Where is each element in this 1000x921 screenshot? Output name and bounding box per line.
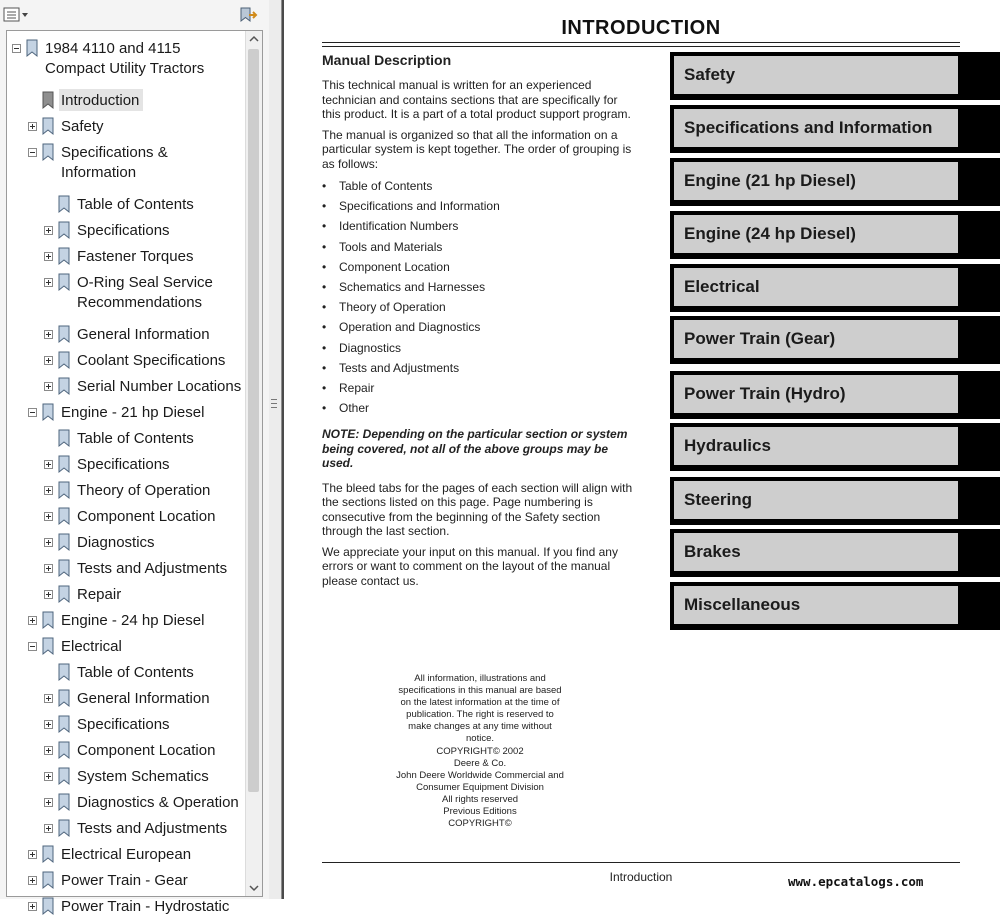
expand-bookmark-button[interactable] xyxy=(238,5,258,25)
bookmark-label: Safety xyxy=(61,118,104,135)
section-tab-face xyxy=(674,375,958,413)
bookmark-label: Engine - 21 hp Diesel xyxy=(61,404,205,421)
section-tab-face xyxy=(674,427,958,465)
legal-line: on the latest information at the time of xyxy=(400,697,560,709)
bookmark-item[interactable] xyxy=(7,453,247,479)
bookmark-icon xyxy=(58,429,70,447)
bookmark-label: Diagnostics & Operation xyxy=(77,794,239,811)
section-tab[interactable] xyxy=(670,52,1000,100)
section-tab[interactable] xyxy=(670,582,1000,630)
group-list-item: • Specifications and Information xyxy=(322,199,634,219)
bookmark-icon xyxy=(26,39,38,57)
group-list-item: • Tests and Adjustments xyxy=(322,361,634,381)
section-tab[interactable] xyxy=(670,316,1000,364)
section-tab-face xyxy=(674,109,958,147)
bookmark-icon xyxy=(58,793,70,811)
bookmark-item[interactable] xyxy=(7,193,247,219)
group-list-item: • Table of Contents xyxy=(322,179,634,199)
group-list-item: • Schematics and Harnesses xyxy=(322,280,634,300)
bookmark-label: Electrical European xyxy=(61,846,192,863)
expand-icon[interactable] xyxy=(28,850,37,859)
bookmark-item[interactable] xyxy=(7,427,247,453)
section-tab-label: Engine (21 hp Diesel) xyxy=(684,171,856,190)
legal-line: All rights reserved xyxy=(441,793,519,805)
collapse-icon[interactable] xyxy=(12,44,21,53)
bookmark-item[interactable] xyxy=(7,375,247,401)
section-tab[interactable] xyxy=(670,477,1000,525)
expand-icon[interactable] xyxy=(44,330,53,339)
bookmark-item[interactable] xyxy=(7,115,247,141)
bookmark-icon xyxy=(58,767,70,785)
bookmark-icon xyxy=(58,715,70,733)
bookmarks-toolbar xyxy=(0,0,269,30)
bookmark-label: Specifications & Information xyxy=(61,144,168,181)
bookmark-icon xyxy=(58,741,70,759)
expand-icon[interactable] xyxy=(44,486,53,495)
title-rule xyxy=(322,42,960,43)
legal-line: publication. The right is reserved to xyxy=(406,709,554,721)
bookmark-icon xyxy=(58,377,70,395)
page-title: INTRODUCTION xyxy=(561,17,721,39)
section-tab-label: Safety xyxy=(684,65,736,84)
expand-icon[interactable] xyxy=(44,824,53,833)
bookmark-item[interactable] xyxy=(7,401,247,427)
group-list-item: • Repair xyxy=(322,381,634,401)
bookmark-label: Specifications xyxy=(77,456,170,473)
group-list-item: • Tools and Materials xyxy=(322,240,634,260)
expand-icon[interactable] xyxy=(44,226,53,235)
bookmarks-tree xyxy=(6,30,263,915)
intro-paragraph: This technical manual is written for an experienced technician and contains sections that are specifically for this product. It is a part of a total product support program. xyxy=(322,78,631,121)
bookmark-label: General Information xyxy=(77,690,210,707)
group-list-item: • Operation and Diagnostics xyxy=(322,320,634,340)
bookmark-icon xyxy=(58,481,70,499)
feedback-paragraph: We appreciate your input on this manual. If you find any errors or want to comment on the layout of the manual please contact us. xyxy=(322,544,618,588)
bookmark-label: O-Ring Seal Service Recommendations xyxy=(77,274,213,311)
bookmark-item[interactable] xyxy=(7,661,247,687)
scroll-down-arrow[interactable] xyxy=(246,880,262,896)
bookmark-label: Theory of Operation xyxy=(77,482,211,499)
bookmark-item[interactable] xyxy=(7,245,247,271)
footer-rule xyxy=(322,862,960,863)
bookmark-label: Introduction xyxy=(59,89,143,111)
section-tab[interactable] xyxy=(670,158,1000,206)
bookmark-label: System Schematics xyxy=(77,768,209,785)
bookmark-item[interactable] xyxy=(7,37,247,83)
section-tab-label: Brakes xyxy=(684,542,741,561)
bookmark-item[interactable] xyxy=(7,609,247,635)
bookmark-item[interactable] xyxy=(7,895,247,921)
bookmark-label: Component Location xyxy=(77,508,216,525)
section-tab[interactable] xyxy=(670,371,1000,419)
bookmark-icon xyxy=(42,611,54,629)
bookmark-label: Specifications xyxy=(77,222,170,239)
bookmark-label: Power Train - Hydrostatic xyxy=(61,898,230,915)
bookmark-label: Electrical xyxy=(61,638,122,655)
expand-icon[interactable] xyxy=(44,512,53,521)
bookmark-item[interactable] xyxy=(7,505,247,531)
expand-icon[interactable] xyxy=(28,122,37,131)
group-list-item: • Diagnostics xyxy=(322,341,634,361)
legal-line: notice. xyxy=(466,733,494,745)
expand-icon[interactable] xyxy=(44,252,53,261)
bookmark-label: Fastener Torques xyxy=(77,248,194,265)
bookmark-item[interactable] xyxy=(7,323,247,349)
section-tab-face xyxy=(674,215,958,253)
bookmark-icon xyxy=(58,507,70,525)
expand-icon[interactable] xyxy=(44,694,53,703)
expand-icon[interactable] xyxy=(28,902,37,911)
bookmark-icon xyxy=(58,273,70,291)
section-tab[interactable] xyxy=(670,264,1000,312)
panel-splitter[interactable] xyxy=(269,0,282,899)
expand-icon[interactable] xyxy=(44,356,53,365)
bookmark-label: Repair xyxy=(77,586,122,603)
options-menu-button[interactable] xyxy=(3,5,29,25)
section-tab[interactable] xyxy=(670,529,1000,577)
bookmark-item[interactable] xyxy=(7,713,247,739)
expand-icon[interactable] xyxy=(44,278,53,287)
section-tab-face xyxy=(674,56,958,94)
legal-line: All information, illustrations and xyxy=(414,673,546,684)
bookmark-label: General Information xyxy=(77,326,210,343)
scrollbar-thumb[interactable] xyxy=(248,49,259,792)
section-tab-label: Steering xyxy=(684,490,753,509)
bookmark-item[interactable] xyxy=(7,635,247,661)
section-tab[interactable] xyxy=(670,211,1000,259)
bookmark-icon xyxy=(42,845,54,863)
splitter-grip-icon xyxy=(271,399,277,411)
page-edge xyxy=(282,0,284,899)
bookmark-icon xyxy=(42,143,54,161)
bookmark-label: Coolant Specifications xyxy=(77,352,226,369)
bookmark-icon xyxy=(58,195,70,213)
bookmark-item[interactable] xyxy=(7,531,247,557)
bookmark-icon xyxy=(58,559,70,577)
expand-icon[interactable] xyxy=(44,720,53,729)
manual-description xyxy=(322,52,634,594)
options-menu-icon xyxy=(3,7,29,23)
bookmark-label: Table of Contents xyxy=(77,196,194,213)
legal-line: Consumer Equipment Division xyxy=(416,781,544,793)
bookmark-icon xyxy=(58,325,70,343)
section-tabs xyxy=(670,52,1000,632)
bookmark-item[interactable] xyxy=(7,479,247,505)
section-tab-face xyxy=(674,481,958,519)
section-tab-label: Miscellaneous xyxy=(684,595,801,614)
bookmark-icon xyxy=(58,819,70,837)
expand-bookmark-icon xyxy=(239,6,257,24)
section-tab-label: Hydraulics xyxy=(684,436,771,455)
section-tab-face xyxy=(674,320,958,358)
legal-line: COPYRIGHT© xyxy=(448,818,512,830)
bookmarks-panel xyxy=(0,0,270,915)
expand-icon[interactable] xyxy=(28,876,37,885)
group-list-item: • Identification Numbers xyxy=(322,219,634,239)
collapse-icon[interactable] xyxy=(28,642,37,651)
group-list-item: • Other xyxy=(322,401,634,421)
bookmark-label: Tests and Adjustments xyxy=(77,820,228,837)
expand-icon[interactable] xyxy=(44,772,53,781)
bookmark-item[interactable] xyxy=(7,739,247,765)
section-tab[interactable] xyxy=(670,105,1000,153)
bookmark-icon xyxy=(58,533,70,551)
bookmark-icon xyxy=(58,455,70,473)
scroll-up-arrow[interactable] xyxy=(246,31,262,47)
section-tab[interactable] xyxy=(670,423,1000,471)
expand-icon[interactable] xyxy=(44,590,53,599)
bookmark-icon xyxy=(42,897,54,915)
section-heading: Manual Description xyxy=(322,52,452,68)
legal-line: John Deere Worldwide Commercial and xyxy=(396,769,564,781)
bookmark-label: Diagnostics xyxy=(77,534,155,551)
group-list-item: • Component Location xyxy=(322,260,634,280)
bookmark-item[interactable] xyxy=(7,141,247,187)
legal-line: Deere & Co. xyxy=(453,757,507,769)
bookmark-item[interactable] xyxy=(7,791,247,817)
bookmark-item[interactable] xyxy=(7,817,247,843)
legal-line: COPYRIGHT© 2002 xyxy=(436,745,524,757)
legal-line: make changes at any time without xyxy=(408,721,552,733)
bookmark-item[interactable] xyxy=(7,687,247,713)
bookmark-label: Component Location xyxy=(77,742,216,759)
group-list-item: • Theory of Operation xyxy=(322,300,634,320)
section-tab-label: Specifications and Information xyxy=(684,118,933,137)
bookmark-icon xyxy=(58,351,70,369)
section-tab-face xyxy=(674,162,958,200)
bookmark-icon xyxy=(58,585,70,603)
legal-line: specifications in this manual are based xyxy=(398,685,562,697)
expand-icon[interactable] xyxy=(28,616,37,625)
expand-icon[interactable] xyxy=(44,798,53,807)
expand-icon[interactable] xyxy=(44,538,53,547)
section-tab-label: Power Train (Gear) xyxy=(684,329,836,348)
bookmark-icon xyxy=(58,221,70,239)
collapse-icon[interactable] xyxy=(28,408,37,417)
expand-icon[interactable] xyxy=(44,746,53,755)
bookmark-item[interactable] xyxy=(7,843,247,869)
title-rule xyxy=(322,46,960,47)
watermark: www.epcatalogs.com xyxy=(788,874,924,889)
bookmark-label: Serial Number Locations xyxy=(77,378,242,395)
legal-line: Previous Editions xyxy=(443,806,517,818)
bookmark-icon xyxy=(58,247,70,265)
bookmark-label: Specifications xyxy=(77,716,170,733)
expand-icon[interactable] xyxy=(44,382,53,391)
bookmark-label: Engine - 24 hp Diesel xyxy=(61,612,205,629)
group-list xyxy=(322,179,634,421)
bookmark-item[interactable] xyxy=(7,869,247,895)
bookmark-item[interactable] xyxy=(7,765,247,791)
bookmark-icon xyxy=(42,871,54,889)
expand-icon[interactable] xyxy=(44,564,53,573)
vertical-scrollbar[interactable] xyxy=(245,31,262,896)
section-tab-label: Electrical xyxy=(684,277,760,296)
bleed-tabs-paragraph: The bleed tabs for the pages of each section will align with the sections listed on this page. Page numbering is consecutive from the beginning of the Safety section through the last section. xyxy=(322,480,633,539)
bookmark-icon xyxy=(58,689,70,707)
section-tab-face xyxy=(674,533,958,571)
collapse-icon[interactable] xyxy=(28,148,37,157)
bookmark-label: Table of Contents xyxy=(77,430,194,447)
bookmark-icon xyxy=(42,91,54,109)
bookmark-item[interactable] xyxy=(7,89,247,115)
bookmark-icon xyxy=(42,403,54,421)
bookmark-icon xyxy=(42,117,54,135)
bookmark-label: 1984 4110 and 4115 Compact Utility Tractors xyxy=(45,40,205,77)
bookmark-label: Table of Contents xyxy=(77,664,194,681)
section-tab-label: Engine (24 hp Diesel) xyxy=(684,224,856,243)
bookmark-label: Power Train - Gear xyxy=(61,872,188,889)
bookmark-label: Tests and Adjustments xyxy=(77,560,228,577)
bookmark-item[interactable] xyxy=(7,271,247,317)
note-paragraph: NOTE: Depending on the particular section or system being covered, not all of the above groups may be used. xyxy=(322,427,628,471)
page-footer: Introduction xyxy=(609,870,673,884)
section-tab-face xyxy=(674,268,958,306)
bookmark-icon xyxy=(58,663,70,681)
legal-notice xyxy=(380,673,580,830)
bookmark-item[interactable] xyxy=(7,349,247,375)
bookmark-item[interactable] xyxy=(7,557,247,583)
expand-icon[interactable] xyxy=(44,460,53,469)
section-tab-label: Power Train (Hydro) xyxy=(684,384,846,403)
bookmark-icon xyxy=(42,637,54,655)
bookmark-item[interactable] xyxy=(7,583,247,609)
bookmark-item[interactable] xyxy=(7,219,247,245)
organization-paragraph: The manual is organized so that all the information on a particular system is kept together. The order of grouping is as follows: xyxy=(322,127,632,171)
section-tab-face xyxy=(674,586,958,624)
